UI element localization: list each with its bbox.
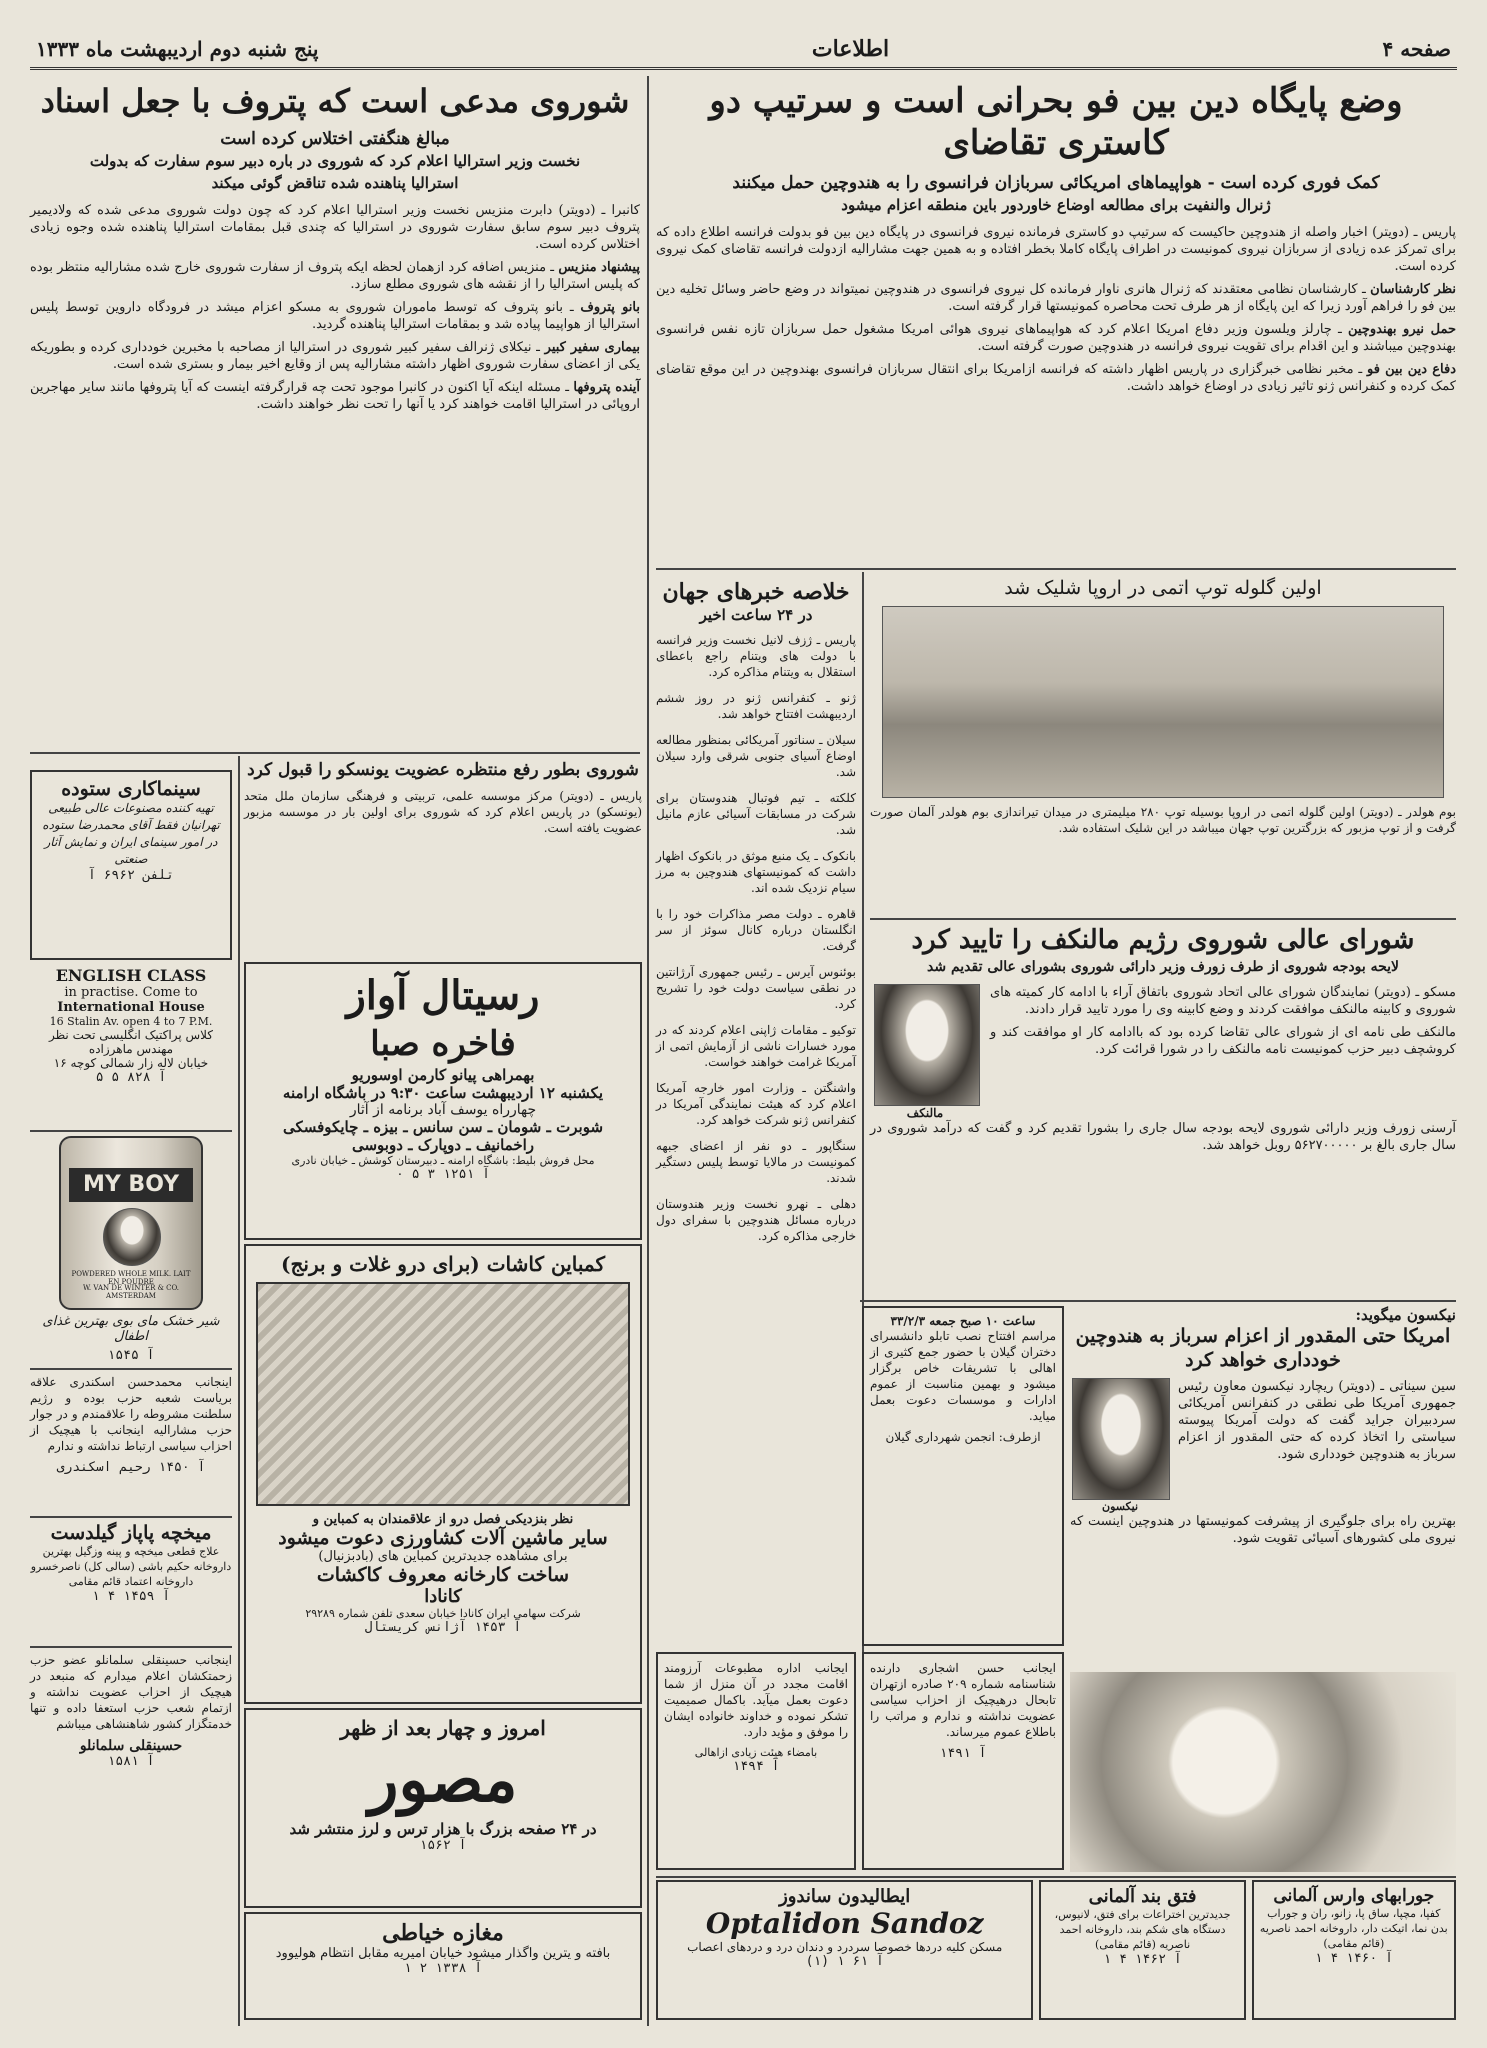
ad-phone: تلفن ۶۹۶۲ آ [87,868,175,883]
summary-item: ژنو ـ کنفرانس ژنو در روز ششم اردیبهشت افتتاح خواهد شد. [656,691,856,721]
article-unesco [244,758,642,958]
ad-tailor-shop [244,1912,642,2020]
subhead: نخست وزیر استرالیا اعلام کرد که شوروی در باره دبیر سوم سفارت که بدولت [89,152,581,170]
notice-phone: ۱۴۹۱ آ [939,1746,987,1761]
summary-title: خلاصه خبرهای جهان [662,579,850,605]
ad-phone: ۱۵۴۵ آ [107,1348,155,1363]
rule [860,1300,1456,1302]
article-nixon [1070,1306,1456,1666]
ad-text: ساخت کارخانه معروف کاکشات [316,1564,570,1586]
ad-truss [1039,1880,1245,2020]
summary-subtitle: در ۲۴ ساعت اخیر [699,606,813,624]
ad-title: میخچه پاپاز گیلدست [50,1522,212,1544]
composers: شوبرت ـ شومان ـ سن سانس ـ بیزه ـ چایکوفسکی [282,1118,604,1136]
photo-caption: نیکسون [1101,1500,1139,1513]
summary-item: سنگاپور ـ دو نفر از اعضای جبهه کمونیست در مالایا توسط پلیس دستگیر شدند. [656,1139,856,1185]
brand-label: MY BOY [69,1168,193,1202]
paragraph: کارشناسان نظامی معتقدند که ژنرال هانری ناوار فرمانده کل نیروی فرانسوی در هندوچین نمیتواند در وضع حاضر وسائل تخلیه دین بین فو را فراهم آورد زیرا که این پایگاه از هر طرف تحت محاصره کمونیستها قرار گرفته است. [656,282,1456,314]
ad-title: امروز و چهار بعد از ظهر [340,1716,546,1740]
issue-date: پنج شنبه دوم اردیبهشت ماه ۱۳۳۳ [36,36,319,61]
rule [30,1130,232,1132]
ad-phone: آ ۱۴۵۳ آژانس کریستال [364,1620,522,1635]
ad-text: نظر بنزدیکی فصل درو از علاقمندان به کمباین و [312,1512,574,1527]
paragraph: منزیس اضافه کرد ازهمان لحظه ایکه پتروف از سفارت شوروی خارج شده مشارالیه منتظر بوده که پلیس استرالیا را از نقشه های شوروی مطلع سازد. [30,260,640,292]
summary-item: واشنگتن ـ وزارت امور خارجه آمریکا اعلام کرد که هیئت نمایندگی آمریکا در کنفرانس ژنو شرکت خواهد کرد. [656,1081,856,1127]
ad-text: شیر خشک مای بوی بهترین غذای اطفال [42,1314,220,1344]
ad-footer: ازطرف: انجمن شهرداری گیلان [885,1430,1041,1444]
summary-item: بانکوک ـ یک منبع موثق در بانکوک اظهار داشت که کمونیستهای هندوچین به مرز سیام نزدیک شده اند. [656,849,856,895]
ad-brand: کانادا [424,1586,462,1607]
section-heading: آینده پتروفها [573,380,640,395]
can-small-text: W. VAN DE WINTER & CO. AMSTERDAM [82,1284,180,1300]
page-number: صفحه ۴ [1382,36,1451,61]
ticket-info: محل فروش بلیط: باشگاه ارامنه ـ دبیرستان کوشش ـ خیابان نادری [291,1154,595,1167]
notice-shamsollah [656,1652,856,1870]
article-dien-bien-phu: وضع پایگاه دین بین فو بحرانی است و سرتیپ دو کاستری تقاضای کمک فوری کرده است - هواپیماهای امریکائی سربازان فرانسوی را به هندوچین حمل میکنند ژنرال والنفیت برای مطالعه اوضاع خاوردور باین منطقه اعزام میشود پاریس ـ (دویتر) اخبار واصله از هندوچین حاکیست که سرتیپ دو کاستری فرمانده نیروی فرانسوی در پایگاه دین بین فو بدولت فرانسه اطلاع داده که برای تمرکز عده زیادی از سربازان نیروی کمونیست در اطراف پایگاه کاملا بخطر افتاده و به همین جهت مشارالیه ازدولت فرانسه تقاضای کمک نیروی کرده است. نظر کارشناسان ـ کارشناسان نظامی معتقدند که ژنرال هانری ناوار فرمانده کل نیروی فرانسوی در هندوچین نمیتواند در وضع حاضر وسائل تخلیه دین بین فو را فراهم آورد زیرا که این پایگاه از هر طرف تحت محاصره کمونیستها قرار گرفته است. حمل نیرو بهندوچین ـ چارلز ویلسون وزیر دفاع امریکا اعلام کرد که هواپیماهای نیروی هوائی امریکا مشغول حمل سربازان تازه نفس فرانسوی بهندوچین میباشند و این اقدام برای تقویت نیروی فرانسه در هندوچین صورت گرفته است. دفاع دین بین فو ـ مخبر نظامی خبرگزاری در پاریس اظهار داشته که فرانسه ازامریکا برای انتقال سربازان فرانسوی بهندوچین در این موقع تقاضای کمک کرده و کنفرانس ژنو تاثیر زیادی در اوضاع خواهد داشت. [656,81,1456,394]
ad-title: مغازه خیاطی [382,1920,504,1946]
notice-text: ایجانب اداره مطبوعات آرزومند اقامت مجدد در آن منزل از شما دعوت بعمل میآید. باکمال صمیمیت تشکر نموده و خداوند خانواده ایشان را موفق و مؤید دارد. [664,1661,848,1739]
headline: وضع پایگاه دین بین فو بحرانی است و سرتیپ دو کاستری تقاضای [709,81,1403,163]
notice-text: اینجانب حسینقلی سلمانلو عضو حزب زحمتکشان اعلام میدارم که منبعد در هیچیک از احزاب عضویت نداشته و ازتمام شعب حزب استعفا داده و تنها خدمتگزار کشور شاهنشاهی میباشم [30,1653,232,1731]
ad-title: ایطالیدون ساندوز [779,1886,911,1907]
composers: راخمانیف ـ دوپارک ـ دوبوسی [351,1136,535,1154]
ad-text: بافته و یترین واگذار میشود خیابان امیریه مقابل انتظام هولیوود [275,1946,611,1961]
summary-item: دهلی ـ نهرو نخست وزیر هندوستان درباره مسائل هندوچین با سفرای دول خارجی مذاکره کرد. [656,1197,856,1243]
ad-phone: آ ۱۴۶۲ ۴ ۱ [1103,1952,1182,1967]
paragraph: مسکو ـ (دویتر) نمایندگان شورای عالی اتحاد شوروی باتفاق آراء با ادامه کار کمیته های شوروی و کابینه مالنکف موافقت کردند و وضع کابینه وی را مورد تایید قرار دادند. [990,985,1456,1017]
section-heading: نظر کارشناسان [1370,282,1456,297]
photo-caption: بوم هولدر ـ (دویتر) اولین گلوله اتمی در اروپا بوسیله توپ ۲۸۰ میلیمتری در میدان تیراندازی بوم هولدر آلمان صورت گرفت و از توپ مزبور که بزرگترین توپ جهان میباشد در این شلیک استفاده شد. [870,805,1457,835]
article-malenkov [870,924,1456,1304]
paragraph: پاریس ـ (دویتر) مرکز موسسه علمی، تربیتی و فرهنگی سازمان ملل متحد (یونسکو) در پاریس اعلام کرد که شوروی برای اولین بار در موسسه مزبور عضویت یافته است. [244,789,642,835]
nixon-portrait [1072,1378,1170,1500]
ad-phone: ۱۵۶۲ آ [419,1838,467,1853]
paragraph: نیکلای ژنرالف سفیر کبیر شوروی در استرالیا از مصاحبه با مخبرین خودداری کرده و بطوریکه یکی از اعضای سفارت شوروی اظهار داشته مشارالیه پس از وقایع اخیر بیمار و بستری شده است. [30,340,640,372]
newspaper-name: اطلاعات [811,35,890,62]
ad-body: جدیدترین اختراعات برای فتق، لانیوس، دستگاه های شکم بند، داروخانه احمد ناصریه (قائم مقامی) [1054,1908,1231,1951]
paragraph: چارلز ویلسون وزیر دفاع امریکا اعلام کرد که هواپیماهای نیروی هوائی امریکا مشغول حمل سربازان تازه نفس فرانسوی بهندوچین میباشند و این اقدام برای تقویت نیروی فرانسه در هندوچین صورت گرفته است. [656,322,1456,354]
paragraph: مخبر نظامی خبرگزاری در پاریس اظهار داشته که فرانسه ازامریکا برای انتقال سربازان فرانسوی بهندوچین در این موقع تقاضای کمک کرده و کنفرانس ژنو تاثیر زیادی در اوضاع خواهد داشت. [656,362,1456,394]
ad-phone: آ ۱۳۳۸ ۲ ۱ [403,1961,483,1976]
kicker: نیکسون میگوید: [1355,1306,1456,1324]
ad-studio [30,770,232,960]
english-line: International House [57,1000,205,1015]
milk-can-illustration [59,1136,203,1310]
page-header [30,30,1457,70]
ad-text: برای مشاهده جدیدترین کمباین های (بادبزنیال) [318,1549,568,1564]
ad-recital [244,962,642,1240]
photo-title: اولین گلوله توپ اتمی در اروپا شلیک شد [1004,577,1322,599]
ad-text: سایر ماشین آلات کشاورزی دعوت میشود [278,1527,608,1549]
recital-title: رسیتال آواز [346,972,540,1019]
ad-time: ساعت ۱۰ صبح جمعه ۳۳/۲/۳ [890,1314,1036,1328]
ad-contact: شرکت سهامی ایران کانادا خیابان سعدی تلفن شماره ۲۹۲۸۹ [305,1607,581,1620]
ad-inauguration [862,1306,1064,1646]
ad-phone: آ ۱۲۵۱ ۳ ۵ ۰ [396,1167,490,1182]
article-petrov: شوروی مدعی است که پتروف با جعل اسناد مبالغ هنگفتی اختلاس کرده است نخست وزیر استرالیا اعلام کرد که شوروی در باره دبیر سوم سفارت که بدولت استرالیا پناهنده شده تناقض گوئی میکند کانبرا ـ (دویتر) دابرت منزیس نخست وزیر استرالیا اعلام کرد که چون دولت شوروی مدعی شده که ولادیمیر پتروف دبیر سوم سابق سفارت شوروی در استرالیا که چندی قبل بمقامات استرالیا پناهنده شده وجوه زیادی اختلاس کرده است. پیشنهاد منزیس ـ منزیس اضافه کرد ازهمان لحظه ایکه پتروف از سفارت شوروی خارج شده مشارالیه منتظر بوده که پلیس استرالیا را از نقشه های شوروی مطلع سازد. بانو پتروف ـ بانو پتروف که توسط ماموران شوروی به مسکو اعزام میشد در فرودگاه داروین توسط پلیس استرالیا از هواپیما پیاده شد و بمقامات استرالیا پناهنده گردید. بیماری سفیر کبیر ـ نیکلای ژنرالف سفیر کبیر شوروی در استرالیا از مصاحبه با مخبرین خودداری کرده و بطوریکه یکی از اعضای سفارت شوروی اظهار داشته مشارالیه پس از وقایع اخیر بیمار و بستری شده است. آینده پتروفها ـ مسئله اینکه آیا اکنون در کانبرا موجود تحت چه قرارگرفته اینست که آیا پتروفها مانند سایر مهاجرین اروپائی در استرالیا اقامت خواهند کرد یا آنها را تحت نظر خواهند داشت. [30,82,641,412]
headline: شوروی مدعی است که پتروف با جعل اسناد [40,82,630,120]
paragraph: کانبرا ـ (دویتر) دابرت منزیس نخست وزیر استرالیا اعلام کرد که چون دولت شوروی مدعی شده که ولادیمیر پتروف دبیر سوم سابق سفارت شوروی در استرالیا که چندی قبل بمقامات استرالیا پناهنده شده وجوه زیادی اختلاس کرده است. [30,203,640,252]
rule [30,1368,232,1370]
can-small-text: POWDERED WHOLE MILK. LAIT EN POUDRE [71,1270,191,1286]
english-line: 16 Stalin Av. open 4 to 7 P.M. [49,1015,213,1028]
ad-phone: آ ۱۴۶۰ ۴ ۱ [1314,1951,1393,1966]
section-heading: حمل نیرو بهندوچین [1348,322,1456,337]
subhead: مبالغ هنگفتی اختلاس کرده است [220,129,450,149]
ad-title: کمباین کاشات (برای درو غلات و برنج) [281,1252,605,1276]
ad-english-class [30,966,232,1126]
ad-text: تهیه کننده مصنوعات عالی طبیعی تهرانیان فقط آقای محمدرضا ستوده در امور سینمای ایران و نمایش آثار صنعتی [42,801,220,866]
ad-phone: آ ۸۲۸ ۵ ۵ [95,1070,167,1085]
rule [30,1516,232,1518]
ad-text: در ۲۴ صفحه بزرگ با هزار ترس و لرز منتشر شد [289,1820,597,1838]
english-line: ENGLISH CLASS [55,966,207,985]
summary-item: کلکته ـ تیم فوتبال هندوستان برای شرکت در مسابقات آسیائی عازم مانیل شد. [656,791,856,837]
ad-phone: آ ۱۴۵۹ ۴ ۱ [91,1589,171,1604]
headline: شورای عالی شوروی رژیم مالنکف را تایید کرد [911,925,1415,955]
rule [656,568,1456,570]
rule [656,1876,1456,1878]
notice-text: اینجانب محمدحسن اسکندری علاقه بریاست شعبه حزب بوده و رژیم سلطنت مشروطه را علاقمندم و در جوار حزب مشارالیه اینجانب با هیچیک از احزاب سیاسی ارتباط نداشته و ندارم [30,1375,232,1453]
headline: امریکا حتی المقدور از اعزام سرباز به هندوچین خودداری خواهد کرد [1075,1325,1451,1371]
subhead: لایحه بودجه شوروی از طرف زورف وزیر دارائی شوروی بشورای عالی تقدیم شد [926,959,1400,975]
malenkov-portrait [874,984,980,1106]
ad-title: جورابهای وارس آلمانی [1273,1886,1435,1906]
paragraph: مالنکف طی نامه ای از شورای عالی تقاضا کرده بود که باادامه کار او موافقت کند و کروشچف دبیر حزب کمونیست نامه مالنکف را در شورا قرائت کرد. [990,1025,1456,1057]
section-heading: بانو پتروف [580,300,640,315]
ad-text: علاج قطعی میخچه و پینه وزگیل بهترین داروخانه حکیم باشی (سالی کل) ناصرخسرو داروخانه اعتماد قائم مقامی [30,1545,232,1588]
ad-title: فتق بند آلمانی [1088,1886,1197,1907]
ad-text: خیابان لاله زار شمالی کوچه ۱۶ [53,1056,209,1070]
summary-item: قاهره ـ دولت مصر مذاکرات خود را با انگلستان درباره کانال سوئز از سر گرفت. [656,907,856,953]
photo-caption: مالنکف [906,1106,944,1120]
ad-optalidon [656,1880,1033,2020]
atomic-cannon-photo [882,606,1444,798]
ad-stockings [1252,1880,1456,2020]
ad-my-boy-milk [30,1136,232,1346]
notice-phone: ۱۴۹۴ آ [732,1759,780,1774]
rule [30,1646,232,1648]
section-heading: پیشنهاد منزیس [558,260,640,275]
rule [30,752,640,754]
ad-body: مسکن کلیه دردها خصوصا سردرد و دندان درد و دردهای اعصاب [687,1940,1003,1954]
ad-combine-harvester [244,1244,642,1704]
magazine-name: مصور [368,1743,518,1816]
english-line: in practise. Come to [64,985,198,1000]
rule [870,918,1456,920]
paragraph: بانو پتروف که توسط ماموران شوروی به مسکو اعزام میشد در فرودگاه داروین توسط پلیس استرالیا از هواپیما پیاده شد و بمقامات استرالیا پناهنده گردید. [30,300,640,332]
notice-text: ایجانب حسن اشجاری دارنده شناسنامه شماره ۲۰۹ صادره ازتهران تابحال درهیچیک از احزاب سیاسی عضویت نداشته و ندارم و مراتب را باطلاع عموم میرساند. [870,1661,1056,1739]
ad-title: سینماکاری ستوده [61,778,201,800]
paragraph: پاریس ـ (دویتر) اخبار واصله از هندوچین حاکیست که سرتیپ دو کاستری فرمانده نیروی فرانسوی در پایگاه دین بین فو بدولت فرانسه اطلاع داده که برای تمرکز عده زیادی از سربازان نیروی کمونیست در اطراف پایگاه کاملا بخطر افتاده و به همین جهت مشارالیه ازدولت فرانسه تقاضای کمک نیروی کرده است. [656,225,1456,274]
ad-mosavar-magazine [244,1708,642,1908]
summary-item: پاریس ـ ژزف لانیل نخست وزیر فرانسه با دولت های ویتنام راجع باعطای استقلال به ویتنام مذاکره کرد. [656,633,856,679]
ad-brand: Optalidon Sandoz [705,1907,984,1940]
section-heading: بیماری سفیر کبیر [544,340,641,355]
subhead: کمک فوری کرده است - هواپیماهای امریکائی سربازان فرانسوی را به هندوچین حمل میکنند [732,173,1380,193]
boy-face-icon [103,1208,161,1266]
ad-phone: آ ۶۱ ۱ (۱) [805,1954,884,1969]
singer-name: فاخره صبا [370,1024,516,1064]
notice-phone: آ ۱۴۵۰ رحیم اسکندری [56,1460,206,1475]
recital-with: بهمراهی پیانو کارمن اوسوریو [351,1066,535,1084]
subhead: استرالیا پناهنده شده تناقض گوئی میکند [211,174,459,192]
column-rule [647,76,649,2026]
ad-body: کفپا، مچپا، ساق پا، زانو، ران و جوراب بدن نما، اتیکت دار، داروخانه احمد ناصریه (قائم مقامی) [1259,1907,1448,1950]
photo-story [870,576,1456,928]
notice-salmanloo [30,1652,232,2022]
summary-item: بوئنوس آیرس ـ رئیس جمهوری آرژانتین در نطقی سیاست دولت خود را تشریح کرد. [656,965,856,1011]
notice-footer: بامضاء هیئت زیادی ازاهالی [694,1746,818,1759]
bottom-ads [656,1880,1456,2020]
paragraph: بهترین راه برای جلوگیری از پیشرفت کمونیستها در هندوچین اینست که نیروی ملی کشورهای آسیائی تقویت شود. [1070,1514,1456,1546]
paragraph: مسئله اینکه آیا اکنون در کانبرا موجود تحت چه قرارگرفته اینست که آیا پتروفها مانند سایر مهاجرین اروپائی در استرالیا اقامت خواهند کرد یا آنها را تحت نظر خواهند داشت. [30,380,640,412]
ad-corn-plaster [30,1522,232,1642]
column-rule [238,756,240,2026]
notice-eskandari [30,1374,232,1514]
ad-text: مراسم افتتاح نصب تابلو دانشسرای دختران گیلان با حضور جمع کثیری از اهالی با تشریفات خاص برگزار میشود و بهمین مناسبت از عموم ادارات و موسسات دعوت بعمل میاید. [870,1329,1056,1423]
hand-sketch-illustration [1070,1672,1456,1872]
notice-name: حسینقلی سلمانلو [79,1738,183,1754]
recital-where: چهارراه یوسف آباد برنامه از آثار [349,1102,537,1118]
paragraph: آرسنی زورف وزیر دارائی شوروی لایحه بودجه سال جاری را بشورا تقدیم کرد و گفت که درآمد شوروی در سال جاری بالغ بر ۵۶۲۷۰۰۰۰۰ روبل خواهد شد. [870,1121,1456,1153]
recital-when: یکشنبه ۱۲ اردیبهشت ساعت ۹:۳۰ در باشگاه ارامنه [282,1084,604,1102]
paragraph: سین سیناتی ـ (دویتر) ریچارد نیکسون معاون رئیس جمهوری آمریکا طی نطقی در کنفرانس آمریکائی سردبیران جراید گفت که دولت آمریکا پیوسته سیاستی را اتخاذ کرده که حتی المقدور از اعزام سرباز به هندوچین خودداری شود. [1178,1379,1456,1462]
ad-text: کلاس پراکتیک انگلیسی تحت نظر مهندس ماهرزاده [48,1028,214,1056]
headline: شوروی بطور رفع منتظره عضویت یونسکو را قبول کرد [247,760,639,780]
summary-item: توکیو ـ مقامات ژاپنی اعلام کردند که در مورد خسارات ناشی از آزمایش اتمی از آمریکا غرامت خواهند خواست. [656,1023,856,1069]
summary-item: سیلان ـ سناتور آمریکائی بمنظور مطالعه اوضاع آسیای جنوبی شرقی وارد سیلان شد. [656,733,856,779]
section-heading: دفاع دین بین فو [1367,362,1456,377]
combine-harvester-illustration [256,1282,630,1506]
subhead: ژنرال والنفیت برای مطالعه اوضاع خاوردور باین منطقه اعزام میشود [841,196,1271,214]
notice-thanks [862,1652,1064,1870]
notice-phone: آ ۱۵۸۱ [107,1754,155,1769]
